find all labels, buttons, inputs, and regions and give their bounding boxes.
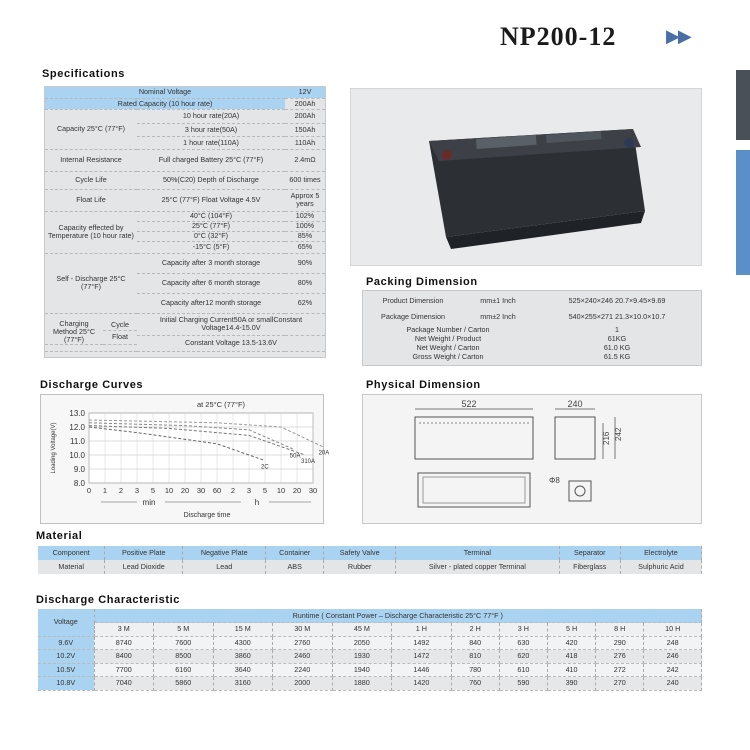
packing-title: Packing Dimension [366,276,478,288]
dc-column-header: 5 M [154,623,214,637]
discharge-chart [41,395,330,525]
y-tick-label: 9.0 [73,465,85,474]
spec-sub-label: Cycle [103,320,137,331]
dc-value-cell: 7600 [154,636,214,650]
dc-value-cell: 272 [596,663,644,677]
x-tick-label: 60 [212,486,222,495]
x-tick-label: 1 [102,486,108,495]
dc-value-cell: 4300 [213,636,273,650]
x-tick-label: 2 [230,486,236,495]
dim-height-1: 216 [602,431,611,445]
packing-value: 61.5 KG [603,351,631,361]
material-header-cell: Container [266,546,324,560]
spec-row [45,253,325,273]
specifications-table [45,87,325,352]
dc-value-cell: 2050 [332,636,392,650]
dc-row [38,650,702,664]
material-header-cell: Safety Valve [324,546,396,560]
material-header-row [38,546,702,560]
spec-charging-cell [45,313,137,351]
material-header-cell: Separator [559,546,620,560]
series-label: 2C [261,464,269,471]
spec-label: Internal Resistance [45,149,137,171]
dc-value-cell: 248 [644,636,702,650]
spec-cond: -15°C (5°F) [137,241,285,253]
spec-row [45,98,325,109]
dc-value-cell: 2460 [273,650,333,664]
dc-row [38,677,702,691]
spec-cond: Initial Charging Current50A or smallConstant Voltage14.4-15.0V [137,313,325,335]
material-header-cell: Positive Plate [105,546,183,560]
dc-value-cell: 390 [547,677,595,691]
material-value-row [38,560,702,574]
spec-cond: Constant Voltage 13.5-13.6V [137,335,325,351]
packing-unit: mm±1 Inch [480,295,516,305]
dc-value-cell: 1492 [392,636,452,650]
spec-label: Self - Discharge 25°C (77°F) [45,253,137,313]
dc-voltage-cell: 10.5V [38,663,94,677]
dc-value-cell: 2000 [273,677,333,691]
spec-value: 102% [285,211,325,221]
dc-column-header: 10 H [644,623,702,637]
spec-row [45,189,325,211]
dc-value-cell: 3160 [213,677,273,691]
material-value-cell: Rubber [324,560,396,574]
spec-row [45,149,325,171]
spec-cond: 50%(C20) Depth of Discharge [137,171,285,189]
spec-value: 90% [285,253,325,273]
x-unit-min: min [142,498,156,507]
dc-value-cell: 780 [451,663,499,677]
dc-value-cell: 240 [644,677,702,691]
material-header-cell: Electrolyte [620,546,701,560]
y-axis-label: Loading Voltage(V) [51,422,57,474]
dc-value-cell: 8500 [154,650,214,664]
dc-value-cell: 840 [451,636,499,650]
material-table [38,546,702,574]
material-header-cell: Terminal [396,546,560,560]
dc-value-cell: 276 [596,650,644,664]
dc-value-cell: 242 [644,663,702,677]
x-axis-label: Discharge time [183,512,231,519]
spec-sub-label: Float [103,330,137,344]
packing-row [363,343,701,352]
arrow-icons: ▶▶ [666,26,690,46]
material-value-cell: Silver - plated copper Terminal [396,560,560,574]
dc-value-cell: 7040 [94,677,154,691]
dc-column-header: 45 M [332,623,392,637]
dc-value-cell: 7700 [94,663,154,677]
spec-value: 65% [285,241,325,253]
discharge-char-title: Discharge Characteristic [36,594,181,606]
packing-value: 525×240×246 20.7×9.45×9.69 [568,295,666,305]
material-panel [38,546,702,574]
dc-row [38,636,702,650]
spec-value: 62% [285,293,325,313]
dc-value-cell: 290 [596,636,644,650]
material-value-cell: Lead Dioxide [105,560,183,574]
dc-voltage-cell: 9.6V [38,636,94,650]
material-value-cell: Material [38,560,105,574]
dc-value-cell: 810 [451,650,499,664]
physical-title: Physical Dimension [366,379,481,391]
spec-row [45,109,325,123]
spec-cond: 0°C (32°F) [137,231,285,241]
dc-value-cell: 1880 [332,677,392,691]
discharge-char-table [38,609,702,691]
spec-value: 80% [285,273,325,293]
material-header-cell: Negative Plate [183,546,266,560]
dim-height-2: 242 [614,427,623,441]
dc-column-header: 5 H [547,623,595,637]
material-value-cell: ABS [266,560,324,574]
packing-panel [362,290,702,366]
dc-column-header: 2 H [451,623,499,637]
physical-drawing [363,395,703,525]
spec-cond: Capacity after12 month storage [137,293,285,313]
packing-value: 61.0 KG [603,342,631,352]
dc-value-cell: 8740 [94,636,154,650]
dc-value-cell: 8400 [94,650,154,664]
x-tick-label: 30 [308,486,318,495]
dc-column-header: 1 H [392,623,452,637]
physical-panel [362,394,702,524]
dc-value-cell: 418 [547,650,595,664]
spec-label: Capacity effected by Temperature (10 hour rate) [45,211,137,253]
packing-row [363,352,701,361]
dc-voltage-cell: 10.8V [38,677,94,691]
dc-column-header: 15 M [213,623,273,637]
packing-value: 61KG [607,333,627,343]
spec-value: 600 times [285,171,325,189]
x-tick-label: 10 [164,486,174,495]
dc-voltage-header: Voltage [38,609,94,636]
packing-label: Package Dimension [381,311,445,321]
packing-row [363,308,701,325]
dc-value-cell: 620 [499,650,547,664]
material-value-cell: Fiberglass [559,560,620,574]
spec-value: 200Ah [285,98,325,109]
packing-label: Product Dimension [382,295,444,305]
x-tick-label: 0 [86,486,92,495]
spec-cond: 25°C (77°F) [137,221,285,231]
spec-value: 110Ah [285,136,325,149]
spec-cond: 1 hour rate(110A) [137,136,285,149]
model-title: NP200-12 [500,22,617,51]
spec-value: 150Ah [285,123,325,136]
spec-label: Capacity 25°C (77°F) [45,109,137,149]
dc-value-cell: 410 [547,663,595,677]
dc-row [38,663,702,677]
battery-image [351,89,703,267]
side-tab-blue [736,150,750,275]
dc-column-header: 30 M [273,623,333,637]
spec-row [45,313,325,335]
packing-row [363,325,701,334]
discharge-curves-title: Discharge Curves [40,379,144,391]
spec-cond: Capacity after 3 month storage [137,253,285,273]
dc-value-cell: 1446 [392,663,452,677]
spec-label: Charging Method 25°C (77°F) [45,320,103,345]
spec-value: 85% [285,231,325,241]
x-tick-label: 2 [118,486,124,495]
dc-value-cell: 3860 [213,650,273,664]
packing-row [363,334,701,343]
series-label: 20A [318,450,330,457]
dc-value-cell: 1472 [392,650,452,664]
dc-runtime-header: Runtime ( Constant Power – Discharge Characteristic 25°C 77°F ) [94,609,702,623]
x-tick-label: 20 [180,486,190,495]
chart-title: at 25°C (77°F) [196,400,246,409]
spec-cond: 3 hour rate(50A) [137,123,285,136]
dc-value-cell: 630 [499,636,547,650]
series-label: 310A [301,459,316,465]
spec-label: Float Life [45,189,137,211]
dc-columns-row [38,623,702,637]
packing-value: 1 [615,324,619,334]
x-tick-label: 10 [276,486,286,495]
dc-value-cell: 1940 [332,663,392,677]
material-header-cell: Component [38,546,105,560]
spec-cond: 10 hour rate(20A) [137,109,285,123]
series-label: 50A [289,453,301,460]
dc-value-cell: 610 [499,663,547,677]
x-tick-label: 5 [262,486,268,495]
dim-terminal: Φ8 [549,476,560,485]
spec-value: 100% [285,221,325,231]
y-tick-label: 13.0 [69,409,85,418]
x-tick-label: 5 [150,486,156,495]
dc-value-cell: 590 [499,677,547,691]
spec-label: Cycle Life [45,171,137,189]
dc-value-cell: 420 [547,636,595,650]
material-title: Material [36,530,83,542]
x-tick-label: 3 [134,486,140,495]
dc-column-header: 8 H [596,623,644,637]
battery-photo [350,88,702,266]
spec-cond: Capacity after 6 month storage [137,273,285,293]
specifications-title: Specifications [42,68,125,80]
packing-row [363,293,701,308]
spec-value: 200Ah [285,109,325,123]
packing-table [363,293,701,361]
dc-column-header: 3 H [499,623,547,637]
dim-length: 522 [461,399,477,409]
material-value-cell: Lead [183,560,266,574]
dc-value-cell: 6160 [154,663,214,677]
spec-value: 2.4mΩ [285,149,325,171]
spec-row [45,87,325,98]
spec-row [45,211,325,221]
spec-cond: 25°C (77°F) Float Voltage 4.5V [137,189,285,211]
dc-value-cell: 1930 [332,650,392,664]
dim-width: 240 [567,399,583,409]
spec-cond: Full charged Battery 25°C (77°F) [137,149,285,171]
spec-value: 12V [285,87,325,98]
packing-label: Gross Weight / Carton [412,351,484,361]
packing-label: Net Weight / Carton [416,342,480,352]
x-tick-label: 30 [196,486,206,495]
discharge-char-panel [38,609,702,691]
y-tick-label: 11.0 [70,437,85,446]
spec-label: Rated Capacity (10 hour rate) [45,98,285,109]
packing-value: 540×255×271 21.3×10.0×10.7 [568,311,666,321]
specifications-panel [44,86,326,358]
x-tick-label: 20 [292,486,302,495]
spec-cond: 40°C (104°F) [137,211,285,221]
packing-label: Net Weight / Product [414,333,482,343]
material-value-cell: Sulphuric Acid [620,560,701,574]
dc-value-cell: 246 [644,650,702,664]
dc-value-cell: 1420 [392,677,452,691]
spec-row [45,171,325,189]
dc-value-cell: 3640 [213,663,273,677]
packing-label: Package Number / Carton [406,324,490,334]
y-tick-label: 8.0 [73,479,85,488]
dc-value-cell: 5860 [154,677,214,691]
dc-value-cell: 2240 [273,663,333,677]
dc-value-cell: 2760 [273,636,333,650]
discharge-chart-panel [40,394,330,524]
dc-voltage-cell: 10.2V [38,650,94,664]
spec-label: Nominal Voltage [45,87,285,98]
side-tab-dark [736,70,750,140]
dc-header-row [38,609,702,623]
x-tick-label: 3 [246,486,252,495]
packing-unit: mm±2 Inch [480,311,516,321]
y-tick-label: 12.0 [69,423,85,432]
y-tick-label: 10.0 [69,451,85,460]
dc-value-cell: 270 [596,677,644,691]
x-unit-h: h [254,498,260,507]
spec-value: Approx 5 years [285,189,325,211]
dc-value-cell: 760 [451,677,499,691]
dc-column-header: 3 M [94,623,154,637]
